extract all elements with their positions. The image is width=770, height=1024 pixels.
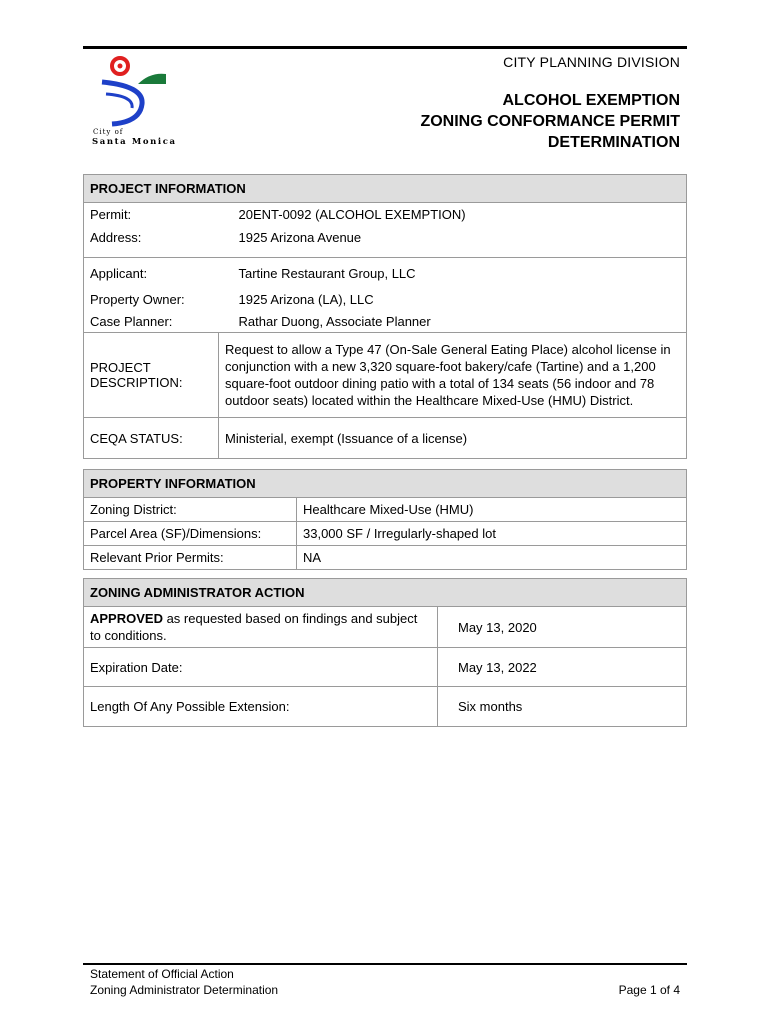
ceqa-status-value: Ministerial, exempt (Issuance of a license) bbox=[219, 418, 687, 459]
project-description-value: Request to allow a Type 47 (On-Sale General Eating Place) alcohol license in conjunction with a new 3,320 square-foot bakery/cafe (Tartine) and a 1,200 square-foot outdoor dining patio with a total of 134 seats (56 indoor and 78 outdoor seats) located within the Healthcare Mixed-Use (HMU) District. bbox=[219, 333, 687, 418]
title-line-3: DETERMINATION bbox=[547, 134, 680, 151]
case-planner-label: Case Planner: bbox=[90, 313, 173, 329]
zoning-action-heading: ZONING ADMINISTRATOR ACTION bbox=[84, 579, 687, 607]
case-planner-value: Rathar Duong, Associate Planner bbox=[238, 313, 431, 329]
table-row bbox=[84, 522, 687, 546]
extension-value: Six months bbox=[438, 687, 687, 727]
top-rule bbox=[83, 46, 687, 49]
prior-permits-label: Relevant Prior Permits: bbox=[84, 546, 297, 570]
page-number: Page 1 of 4 bbox=[618, 983, 680, 997]
extension-label: Length Of Any Possible Extension: bbox=[84, 687, 438, 727]
footer-line-2: Zoning Administrator Determination bbox=[90, 983, 279, 997]
title-line-1: ALCOHOL EXEMPTION bbox=[502, 92, 680, 109]
zoning-district-label: Zoning District: bbox=[84, 498, 297, 522]
property-owner-label: Property Owner: bbox=[90, 291, 185, 307]
logo-city-text: City of bbox=[93, 128, 124, 136]
zoning-district-value: Healthcare Mixed-Use (HMU) bbox=[297, 498, 687, 522]
approval-text bbox=[84, 607, 438, 648]
property-information-heading: PROPERTY INFORMATION bbox=[84, 470, 687, 498]
ceqa-status-label: CEQA STATUS: bbox=[84, 418, 219, 459]
title-line-2: ZONING CONFORMANCE PERMIT bbox=[420, 113, 680, 130]
expiration-value: May 13, 2022 bbox=[438, 648, 687, 687]
applicant-label: Applicant: bbox=[90, 265, 148, 281]
project-information-table bbox=[83, 174, 687, 459]
permit-value: 20ENT-0092 (ALCOHOL EXEMPTION) bbox=[238, 207, 466, 222]
permit-label: Permit: bbox=[90, 207, 132, 222]
logo-name-text: Santa Monica bbox=[92, 137, 177, 147]
table-row bbox=[84, 546, 687, 570]
address-value: 1925 Arizona Avenue bbox=[238, 230, 362, 245]
zoning-administrator-action-table bbox=[83, 578, 687, 727]
parcel-area-value: 33,000 SF / Irregularly-shaped lot bbox=[297, 522, 687, 546]
parcel-area-label: Parcel Area (SF)/Dimensions: bbox=[84, 522, 297, 546]
property-information-table bbox=[83, 469, 687, 570]
project-description-label-1: PROJECT bbox=[90, 360, 151, 375]
table-row bbox=[84, 498, 687, 522]
applicant-value: Tartine Restaurant Group, LLC bbox=[238, 265, 416, 281]
approval-conditions: as requested based on findings and subject to conditions. bbox=[90, 611, 418, 643]
approved-label: APPROVED bbox=[90, 611, 163, 626]
document-title bbox=[420, 90, 680, 153]
footer-rule bbox=[83, 963, 687, 965]
project-description-label bbox=[84, 333, 219, 418]
approval-date: May 13, 2020 bbox=[438, 607, 687, 648]
prior-permits-value: NA bbox=[297, 546, 687, 570]
footer-line-1: Statement of Official Action bbox=[90, 967, 234, 981]
property-owner-value: 1925 Arizona (LA), LLC bbox=[238, 291, 374, 307]
division-name: CITY PLANNING DIVISION bbox=[503, 54, 680, 70]
project-information-heading: PROJECT INFORMATION bbox=[84, 175, 687, 203]
project-description-label-2: DESCRIPTION: bbox=[90, 375, 183, 390]
address-label: Address: bbox=[90, 230, 142, 245]
expiration-label: Expiration Date: bbox=[84, 648, 438, 687]
